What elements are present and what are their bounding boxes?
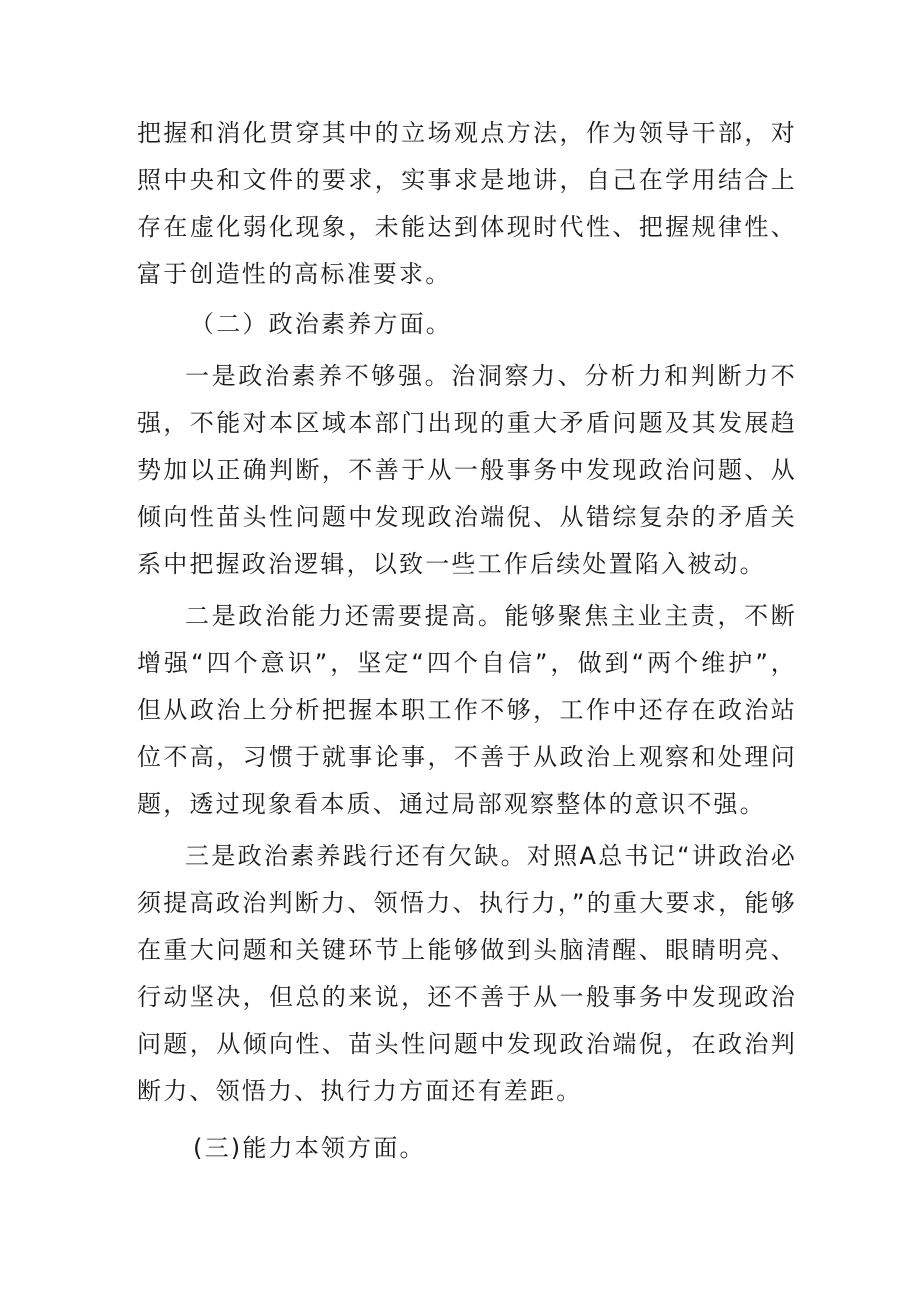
section-heading-ability-skills: (三)能力本领方面。 [193, 1134, 426, 1162]
paragraph-political-practice-3: 三是政治素养践行还有欠缺。对照A总书记“讲政治必须提高政治判断力、领悟力、执行力，”的重大要求，能够在重大问题和关键环节上能够做到头脑清醒、眼睛明亮、行动坚决，但总的来说，还不善于从一般事务中发现政治问题，从倾向性、苗头性问题中发现政治端倪，在政治判断力、领悟力、执行力方面还有差距。 [137, 842, 797, 1105]
document-body [137, 110, 797, 1172]
section-heading-political-literacy: （二）政治素养方面。 [190, 310, 452, 338]
paragraph-continued: 把握和消化贯穿其中的立场观点方法，作为领导干部，对照中央和文件的要求，实事求是地讲，自己在学用结合上存在虚化弱化现象，未能达到体现时代性、把握规律性、富于创造性的高标准要求。 [137, 119, 797, 288]
paragraph-political-ability-2: 二是政治能力还需要提高。能够聚焦主业主责，不断增强“四个意识”，坚定“四个自信”，做到“两个维护”，但从政治上分析把握本职工作不够，工作中还存在政治站位不高，习惯于就事论事，不善于从政治上观察和处理问题，透过现象看本质、通过局部观察整体的意识不强。 [137, 602, 797, 818]
paragraph-political-literacy-1: 一是政治素养不够强。治洞察力、分析力和判断力不强，不能对本区域本部门出现的重大矛盾问题及其发展趋势加以正确判断，不善于从一般事务中发现政治问题、从倾向性苗头性问题中发现政治端倪、从错综复杂的矛盾关系中把握政治逻辑，以致一些工作后续处置陷入被动。 [137, 362, 797, 578]
